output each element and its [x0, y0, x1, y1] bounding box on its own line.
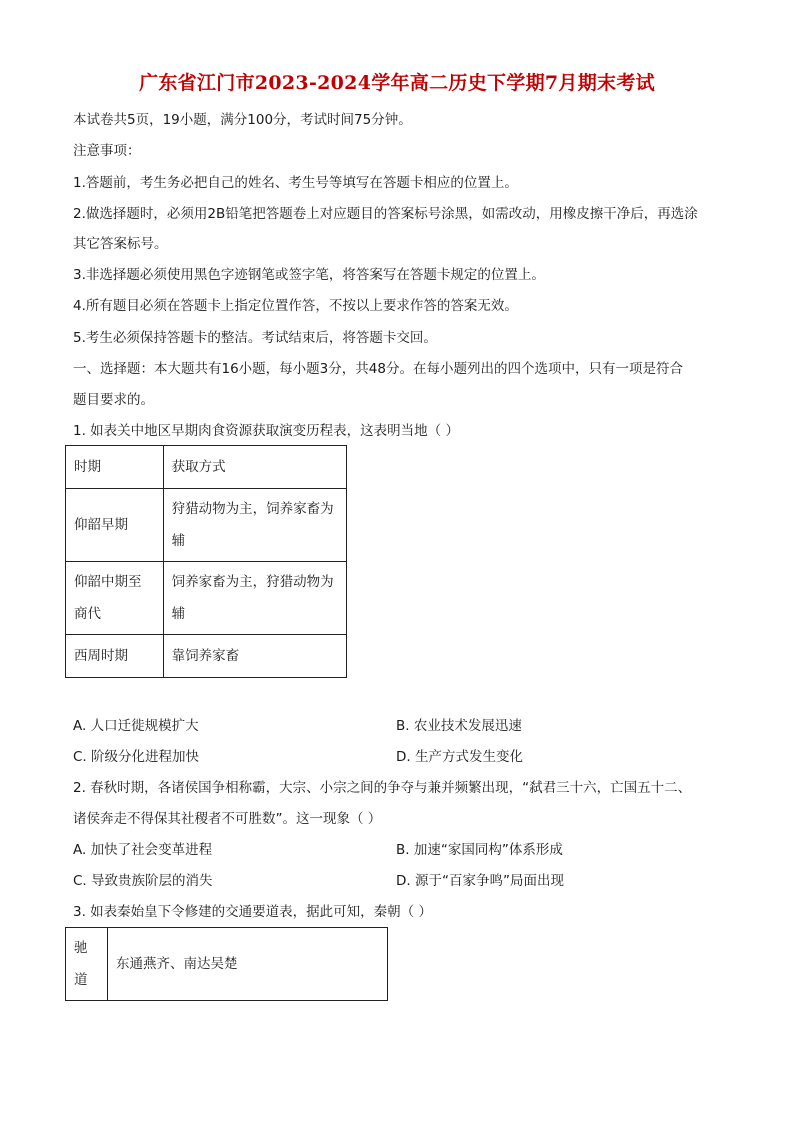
notice-item: 3.非选择题必须使用黑色字迹钢笔或签字笔，将答案写在答题卡规定的位置上。 [73, 267, 545, 283]
table-cell-method: 饲养家畜为主，狩猎动物为 辅 [163, 562, 346, 635]
table-cell-period: 仰韶早期 [66, 489, 164, 562]
exam-intro: 本试卷共5页，19小题，满分100分，考试时间75分钟。 [73, 112, 412, 128]
question-2-option-b: B. 加速“家国同构”体系形成 [396, 842, 563, 858]
section-heading-cont: 题目要求的。 [73, 392, 154, 408]
table-cell-period: 西周时期 [66, 635, 164, 678]
table-header-cell: 时期 [66, 446, 164, 489]
question-1-option-a: A. 人口迁徙规模扩大 [73, 718, 199, 734]
question-3-table [65, 927, 388, 1001]
table-cell-method: 狩猎动物为主，饲养家畜为 辅 [163, 489, 346, 562]
notice-item: 5.考生必须保持答题卡的整洁。考试结束后，将答题卡交回。 [73, 330, 437, 346]
question-2-stem: 2. 春秋时期，各诸侯国争相称霸，大宗、小宗之间的争夺与兼并频繁出现，“弑君三十六，亡国五十二、 [73, 780, 692, 796]
table-row [66, 489, 347, 562]
table-cell-content: 东通燕齐、南达吴楚 [107, 928, 387, 1001]
question-3-stem: 3. 如表秦始皇下令修建的交通要道表，据此可知，秦朝（ ） [73, 904, 432, 920]
notice-item: 其它答案标号。 [73, 236, 168, 252]
table-cell-label: 驰 道 [66, 928, 108, 1001]
question-2-option-a: A. 加快了社会变革进程 [73, 842, 213, 858]
question-2-option-d: D. 源于“百家争鸣”局面出现 [396, 873, 564, 889]
question-2-option-c: C. 导致贵族阶层的消失 [73, 873, 213, 889]
table-row [66, 635, 347, 678]
table-row [66, 562, 347, 635]
question-1-option-b: B. 农业技术发展迅速 [396, 718, 522, 734]
section-heading: 一、选择题：本大题共有16小题，每小题3分，共48分。在每小题列出的四个选项中，只有一项是符合 [73, 361, 683, 377]
notice-item: 2.做选择题时，必须用2B铅笔把答题卷上对应题目的答案标号涂黑，如需改动，用橡皮擦干净后，再选涂 [73, 206, 698, 222]
notice-item: 4.所有题目必须在答题卡上指定位置作答，不按以上要求作答的答案无效。 [73, 298, 518, 314]
page-title: 广东省江门市2023-2024学年高二历史下学期7月期末考试 [139, 72, 655, 94]
table-cell-period: 仰韶中期至 商代 [66, 562, 164, 635]
question-1-table [65, 445, 347, 678]
table-row [66, 928, 388, 1001]
table-header-row [66, 446, 347, 489]
question-1-option-d: D. 生产方式发生变化 [396, 749, 523, 765]
notice-heading: 注意事项： [73, 143, 141, 159]
question-2-stem-cont: 诸侯奔走不得保其社稷者不可胜数”。这一现象（ ） [73, 811, 382, 827]
table-cell-method: 靠饲养家畜 [163, 635, 346, 678]
notice-item: 1.答题前，考生务必把自己的姓名、考生号等填写在答题卡相应的位置上。 [73, 175, 518, 191]
question-1-option-c: C. 阶级分化进程加快 [73, 749, 200, 765]
question-1-stem: 1. 如表关中地区早期肉食资源获取演变历程表，这表明当地（ ） [73, 423, 459, 439]
table-header-cell: 获取方式 [163, 446, 346, 489]
